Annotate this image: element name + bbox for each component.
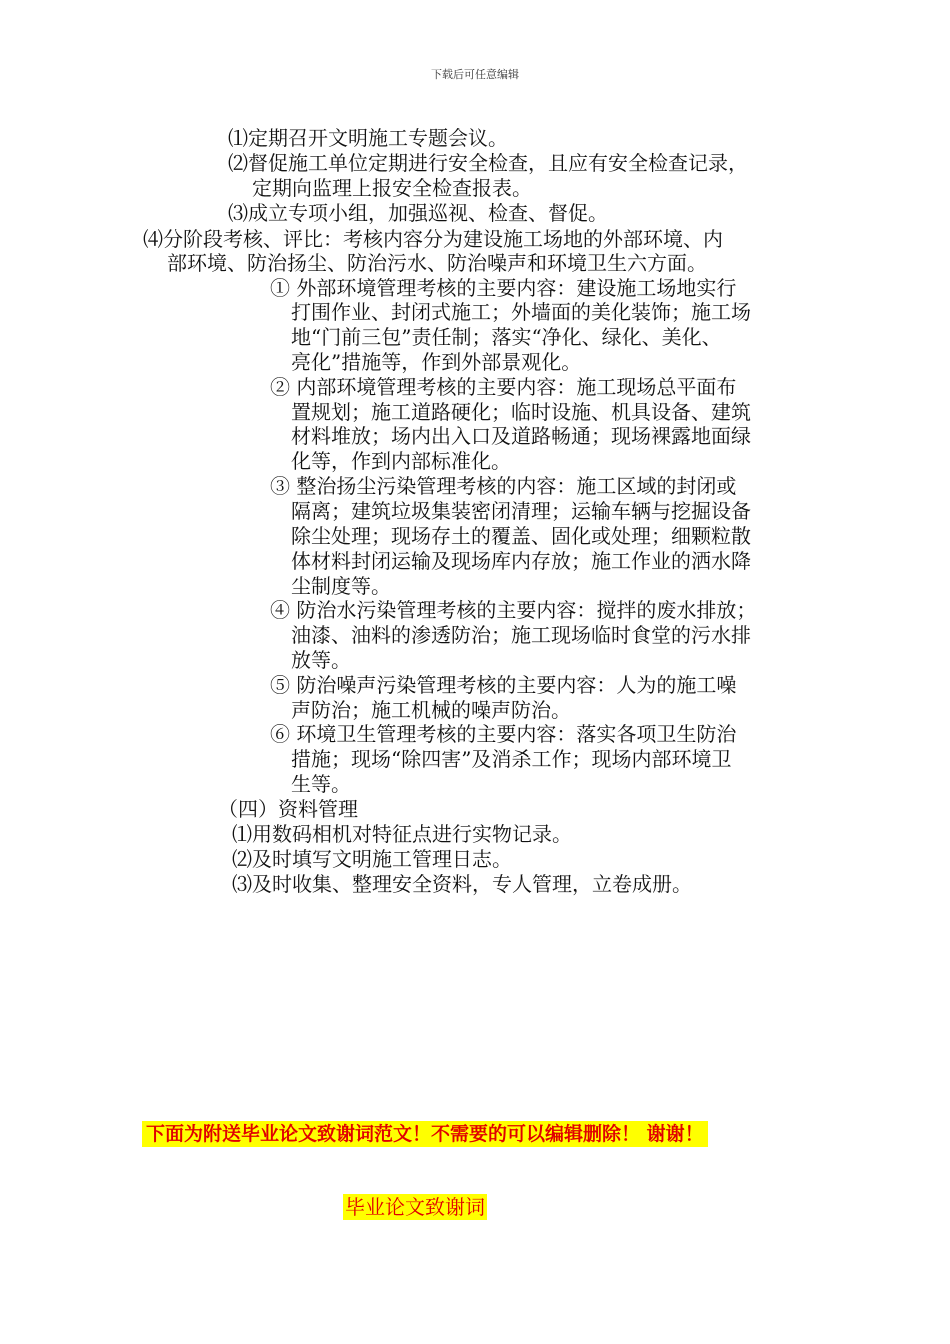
assessment-3-line-1: ③ 整治扬尘污染管理考核的内容：施工区域的封闭或 <box>270 474 737 498</box>
assessment-1-line-2: 打围作业、封闭式施工；外墙面的美化装饰；施工场 <box>291 300 751 324</box>
records-item-1: ⑴用数码相机对特征点进行实物记录。 <box>232 822 572 846</box>
item-4-line-2: 部环境、防治扬尘、防治污水、防治噪声和环境卫生六方面。 <box>167 251 707 275</box>
assessment-3-line-3: 除尘处理；现场存土的覆盖、固化或处理；细颗粒散 <box>291 524 751 548</box>
records-item-3: ⑶及时收集、整理安全资料，专人管理，立卷成册。 <box>232 872 692 896</box>
assessment-3-line-4: 体材料封闭运输及现场库内存放；施工作业的洒水降 <box>291 549 751 573</box>
item-1: ⑴定期召开文明施工专题会议。 <box>228 126 508 150</box>
assessment-1-line-4: 亮化”措施等，作到外部景观化。 <box>291 350 582 374</box>
item-3: ⑶成立专项小组，加强巡视、检查、督促。 <box>228 201 608 225</box>
appendix-title: 毕业论文致谢词 <box>345 1195 485 1219</box>
assessment-3-line-2: 隔离；建筑垃圾集装密闭清理；运输车辆与挖掘设备 <box>291 499 751 523</box>
assessment-4-line-1: ④ 防治水污染管理考核的主要内容：搅拌的废水排放； <box>270 598 757 622</box>
assessment-5-line-2: 声防治；施工机械的噪声防治。 <box>291 698 571 722</box>
assessment-2-line-2: 置规划；施工道路硬化；临时设施、机具设备、建筑 <box>291 400 751 424</box>
assessment-6-line-3: 生等。 <box>291 772 351 796</box>
assessment-6-line-1: ⑥ 环境卫生管理考核的主要内容：落实各项卫生防治 <box>270 722 737 746</box>
assessment-2-line-1: ② 内部环境管理考核的主要内容：施工现场总平面布 <box>270 375 737 399</box>
item-2-line-2: 定期向监理上报安全检查报表。 <box>252 176 532 200</box>
assessment-3-line-5: 尘制度等。 <box>291 574 391 598</box>
assessment-4-line-3: 放等。 <box>291 648 351 672</box>
header-note: 下载后可任意编辑 <box>431 68 519 81</box>
assessment-5-line-1: ⑤ 防治噪声污染管理考核的主要内容：人为的施工噪 <box>270 673 737 697</box>
assessment-1-line-3: 地“门前三包”责任制；落实“净化、绿化、美化、 <box>291 325 722 349</box>
assessment-1-line-1: ① 外部环境管理考核的主要内容：建设施工场地实行 <box>270 276 737 300</box>
section-heading-4: （四）资料管理 <box>218 797 358 821</box>
item-2-line-1: ⑵督促施工单位定期进行安全检查，且应有安全检查记录， <box>228 151 748 175</box>
assessment-2-line-4: 化等，作到内部标准化。 <box>291 449 511 473</box>
assessment-6-line-2: 措施；现场“除四害”及消杀工作；现场内部环境卫 <box>291 747 732 771</box>
records-item-2: ⑵及时填写文明施工管理日志。 <box>232 847 512 871</box>
appendix-notice: 下面为附送毕业论文致谢词范文！不需要的可以编辑删除！ 谢谢！ <box>142 1121 708 1147</box>
assessment-4-line-2: 油漆、油料的渗透防治；施工现场临时食堂的污水排 <box>291 623 751 647</box>
assessment-2-line-3: 材料堆放；场内出入口及道路畅通；现场裸露地面绿 <box>291 424 751 448</box>
item-4-line-1: ⑷分阶段考核、评比：考核内容分为建设施工场地的外部环境、内 <box>143 227 723 251</box>
